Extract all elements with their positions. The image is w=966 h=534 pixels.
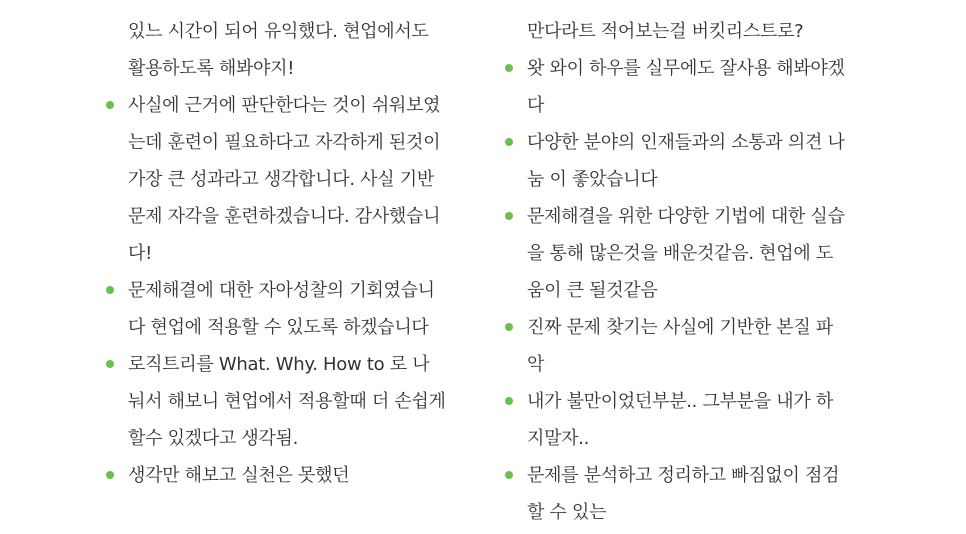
list-item	[128, 87, 503, 272]
bullet-icon	[106, 286, 114, 294]
text-line: 로직트리를 What. Why. How to 로 나	[128, 354, 430, 375]
continuation-text	[527, 13, 902, 50]
list-item	[527, 124, 902, 198]
bullet-icon	[505, 323, 513, 331]
text-line: 지말자..	[527, 428, 590, 449]
bullet-icon	[505, 212, 513, 220]
text-line: 있느 시간이 되어 유익했다. 현업에서도	[128, 21, 429, 42]
text-line: 문제해결을 위한 다양한 기법에 대한 실습	[527, 206, 845, 227]
bullet-icon	[505, 64, 513, 72]
text-line: 진짜 문제 찾기는 사실에 기반한 본질 파	[527, 317, 833, 338]
text-line: 생각만 해보고 실천은 못했던	[128, 465, 350, 486]
text-line: 다	[527, 95, 545, 116]
text-line: 다양한 분야의 인재들과의 소통과 의견 나	[527, 132, 845, 153]
text-line: 다 현업에 적용할 수 있도록 하겠습니다	[128, 317, 429, 338]
continuation-text	[128, 13, 503, 87]
bullet-icon	[106, 471, 114, 479]
text-line: 다!	[128, 243, 153, 264]
right-column	[527, 13, 902, 531]
list-item	[527, 50, 902, 124]
feedback-list	[128, 87, 503, 494]
bullet-icon	[505, 138, 513, 146]
text-line: 활용하도록 해봐야지!	[128, 58, 295, 79]
bullet-icon	[505, 397, 513, 405]
text-line: 가장 큰 성과라고 생각합니다. 사실 기반	[128, 169, 434, 190]
feedback-list	[527, 50, 902, 531]
text-line: 만다라트 적어보는걸 버킷리스트로?	[527, 21, 804, 42]
bullet-icon	[106, 101, 114, 109]
text-line: 악	[527, 354, 545, 375]
text-line: 는데 훈련이 필요하다고 자각하게 된것이	[128, 132, 441, 153]
text-line: 눔 이 좋았습니다	[527, 169, 658, 190]
list-item	[128, 346, 503, 457]
list-item	[128, 457, 503, 494]
bullet-icon	[505, 471, 513, 479]
text-line: 문제 자각을 훈련하겠습니다. 감사했습니	[128, 206, 441, 227]
text-line: 문제해결에 대한 자아성찰의 기회였습니	[128, 280, 435, 301]
text-line: 움이 큰 될것같음	[527, 280, 658, 301]
text-line: 할 수 있는	[527, 502, 607, 523]
list-item	[527, 198, 902, 309]
list-item	[128, 272, 503, 346]
left-column	[128, 13, 503, 494]
list-item	[527, 457, 902, 531]
text-line: 내가 불만이었던부분.. 그부분을 내가 하	[527, 391, 833, 412]
list-item	[527, 383, 902, 457]
list-item	[527, 309, 902, 383]
text-line: 사실에 근거에 판단한다는 것이 쉬워보였	[128, 95, 441, 116]
text-line: 왓 와이 하우를 실무에도 잘사용 해봐야겠	[527, 58, 845, 79]
bullet-icon	[106, 360, 114, 368]
text-line: 문제를 분석하고 정리하고 빠짐없이 점검	[527, 465, 840, 486]
text-line: 을 통해 많은것을 배운것같음. 현업에 도	[527, 243, 833, 264]
text-line: 할수 있겠다고 생각됨.	[128, 428, 299, 449]
text-line: 눠서 해보니 현업에서 적용할때 더 손쉽게	[128, 391, 446, 412]
